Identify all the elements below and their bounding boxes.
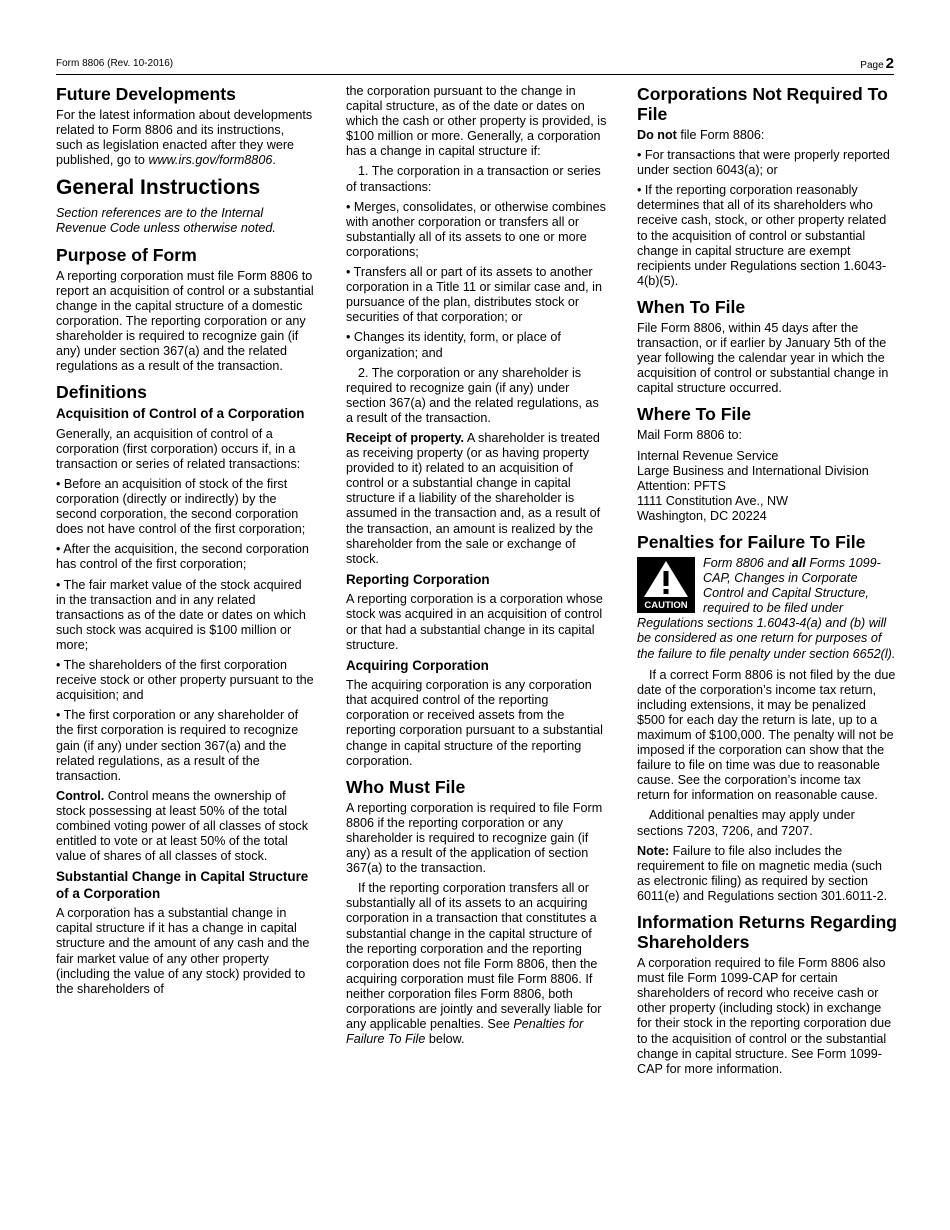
future-developments-heading: Future Developments [56, 84, 236, 104]
address-line: Large Business and International Division [637, 463, 869, 478]
who-must-file-heading: Who Must File [346, 776, 466, 797]
form-id: Form 8806 (Rev. 10-2016) [56, 58, 174, 69]
where-to-file-intro: Mail Form 8806 to: [637, 428, 742, 443]
column-3 [637, 84, 897, 1082]
mailing-address [637, 449, 897, 524]
address-line: Attention: PFTS [637, 478, 726, 493]
list-item: • If the reporting corporation reasonably determines that all of its shareholders who receive cash, stock, or other property related to the acquisition of control or substantial change in capital structure are exempt recipients under Regulations section 1.6043-4(b)(5). [637, 183, 887, 288]
numbered-item-2: 2. The corporation or any shareholder is required to recognize gain (if any) under section 367(a) and the related regulations, as a result of the transaction. [346, 365, 599, 425]
caution-text: Form 8806 and all Forms 1099-CAP, Changes in Corporate Control and Capital Structure, required to be filed under Regulations sections 1.6043-4(a) and (b) will be considered as one return for purposes of the failure to file penalty under section 6652(l). [637, 555, 896, 661]
penalties-heading: Penalties for Failure To File [637, 531, 866, 552]
future-developments-text: For the latest information about developments related to Form 8806 and its instructions, such as legislation enacted after they were published, go to www.irs.gov/form8806. [56, 108, 313, 168]
information-returns-heading: Information Returns Regarding Shareholders [637, 912, 898, 953]
reporting-corporation-text: A reporting corporation is a corporation whose stock was acquired in an acquisition of control or that had a substantial change in its capital structure. [346, 592, 603, 652]
substantial-change-continued: the corporation pursuant to the change in capital structure, as of the date or dates on which the cash or other property is provided, is $100 million or more. Generally, a corporation has a change in capital structure if: [346, 84, 607, 159]
who-must-file-text-2: If the reporting corporation transfers all or substantially all of its assets to an acquiring corporation in a transaction that constitutes a substantial change in the capital structure of the reporting corporation and the reporting corporation does not file Form 8806, then the acquiring corporation must file Form 8806. If neither corporation files Form 8806, both corporations are jointly and severally liable for any applicable penalties. See Penalties for Failure To File below. [346, 881, 602, 1047]
list-item: • Before an acquisition of stock of the first corporation (directly or indirectly) by the second corporation, the second corporation does not have control of the first corporation; [56, 477, 306, 537]
information-returns-text: A corporation required to file Form 8806 also must file Form 1099-CAP for certain shareholders of record who receive cash or other property (including stock) in exchange for their stock in the reporting corporation due to the acquisition of control or the substantial change in capital structure. See Form 1099-CAP for more information. [637, 956, 892, 1076]
column-2 [346, 84, 608, 1052]
list-item: • The shareholders of the first corporation receive stock or other property pursuant to the acquisition; and [56, 658, 314, 703]
list-item: • For transactions that were properly reported under section 6043(a); or [637, 148, 890, 178]
page-indicator [860, 55, 894, 72]
penalties-reference: Penalties for Failure To File [346, 1017, 584, 1047]
not-required-heading: Corporations Not Required To File [637, 84, 888, 124]
acquiring-corporation-heading: Acquiring Corporation [346, 657, 489, 673]
address-line: Internal Revenue Service [637, 448, 779, 463]
caution-icon [637, 557, 695, 613]
address-line: 1111 Constitution Ave., NW [637, 493, 788, 508]
substantial-change-text: A corporation has a substantial change in capital structure if it has a change in capital structure and the amount of any cash and the fair market value of any other property (including the value of any stock) provided to the shareholders of [56, 906, 310, 996]
who-must-file-text: A reporting corporation is required to file Form 8806 if the reporting corporation or any shareholder is required to recognize gain (if any) as a result of the application of section 367(a) to the transaction. [346, 800, 603, 876]
substantial-change-heading: Substantial Change in Capital Structure of a Corporation [56, 869, 309, 901]
acquisition-of-control-heading: Acquisition of Control of a Corporation [56, 406, 305, 422]
purpose-of-form-text: A reporting corporation must file Form 8806 to report an acquisition of control or a substantial change in the capital structure of a domestic corporation. The reporting corporation or any shareholder is required to recognize gain (if any) under section 367(a) and the related regulations as a result of the transaction. [56, 268, 314, 374]
when-to-file-heading: When To File [637, 296, 746, 317]
section-references-note: Section references are to the Internal Revenue Code unless otherwise noted. [56, 206, 276, 236]
note-text: Note: Failure to file also includes the requirement to file on magnetic media (such as electronic filing) as required by section 6011(e) and Regulations section 301.6011-2. [637, 843, 888, 903]
address-line: Washington, DC 20224 [637, 508, 767, 523]
reporting-corporation-heading: Reporting Corporation [346, 571, 490, 587]
list-item: • Changes its identity, form, or place of organization; and [346, 330, 561, 360]
where-to-file-heading: Where To File [637, 404, 752, 425]
definitions-heading: Definitions [56, 382, 147, 403]
caution-label: CAUTION [644, 599, 688, 611]
list-item: • The fair market value of the stock acquired in the transaction and in any related transactions as of the date or dates on which such stock was acquired is $100 million or more; [56, 577, 306, 652]
acquiring-corporation-text: The acquiring corporation is any corporation that acquired control of the reporting corporation or received assets from the reporting corporation pursuant to a substantial change in capital structure of the reporting corporation. [346, 678, 603, 768]
caution-block [637, 556, 897, 662]
list-item: • Transfers all or part of its assets to another corporation in a Title 11 or similar case and, in pursuance of the plan, distributes stock or securities of that corporation; or [346, 265, 602, 325]
list-item: • After the acquisition, the second corporation has control of the first corporation; [56, 542, 309, 572]
do-not-file: Do not file Form 8806: [637, 128, 765, 142]
list-item: • The first corporation or any shareholder of the first corporation is required to recognize gain (if any) under section 367(a) and the related regulations, as a result of the transaction. [56, 708, 299, 783]
control-definition: Control. Control means the ownership of stock possessing at least 50% of the total combined voting power of all classes of stock entitled to vote or at least 50% of the total value of shares of all classes of stock. [56, 788, 308, 864]
general-instructions-heading: General Instructions [56, 176, 261, 200]
receipt-of-property: Receipt of property. A shareholder is treated as receiving property (or as having property provided to it) related to an acquisition of control or a substantial change in capital structure if a liability of the shareholder is assumed in the transaction and, as a result of the transaction, an amount is realized by the shareholder from the sale or exchange of stock. [346, 430, 601, 566]
page-header [56, 55, 894, 73]
column-1 [56, 84, 314, 1002]
additional-penalties-text: Additional penalties may apply under sections 7203, 7206, and 7207. [637, 808, 855, 838]
page-label: Page [860, 60, 884, 71]
penalty-text: If a correct Form 8806 is not filed by the due date of the corporation’s income tax return, including extensions, it may be penalized $500 for each day the return is late, up to a maximum of $100,000. The penalty will not be imposed if the corporation can show that the failure to file on time was due to reasonable cause. See the corporation’s income tax return for information on reasonable cause. [637, 667, 896, 803]
numbered-item-1: 1. The corporation in a transaction or series of transactions: [346, 164, 601, 194]
page-number: 2 [885, 55, 894, 72]
header-rule [56, 74, 894, 75]
irs-url: www.irs.gov/form8806 [148, 153, 273, 168]
list-item: • Merges, consolidates, or otherwise combines with another corporation or transfers all or substantially all of its assets to one or more corporations; [346, 199, 606, 259]
when-to-file-text: File Form 8806, within 45 days after the transaction, or if earlier by January 5th of the year following the calendar year in which the acquisition of control or substantial change in capital structure occurred. [637, 320, 889, 396]
purpose-of-form-heading: Purpose of Form [56, 244, 197, 265]
acquisition-of-control-text: Generally, an acquisition of control of a corporation (first corporation) occurs if, in a transaction or series of related transactions: [56, 426, 301, 471]
